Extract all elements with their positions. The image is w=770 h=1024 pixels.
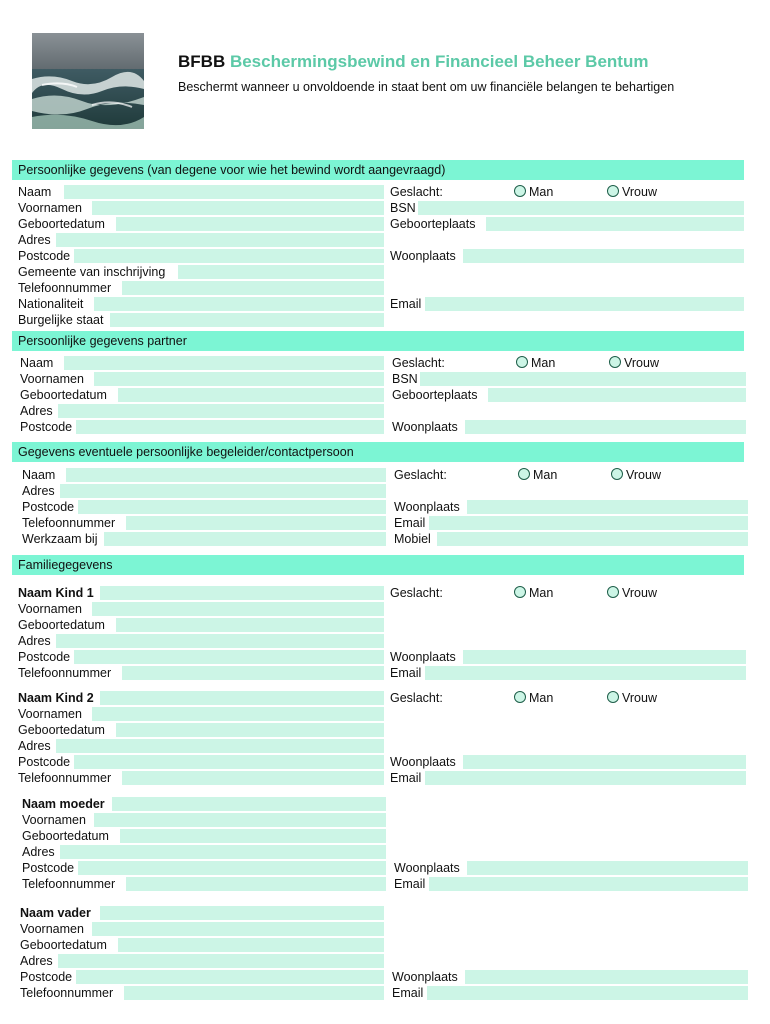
field-moeder-email[interactable]	[429, 877, 748, 891]
section-heading-personal: Persoonlijke gegevens (van degene voor wie het bewind wordt aangevraagd)	[12, 160, 744, 180]
field-geboortedatum[interactable]	[116, 217, 384, 231]
label-telefoon: Telefoonnummer	[18, 771, 112, 785]
radio-vrouw[interactable]	[607, 586, 657, 601]
label-geboorteplaats: Geboorteplaats	[390, 217, 476, 231]
field-moeder-adres[interactable]	[60, 845, 386, 859]
radio-man[interactable]	[516, 356, 555, 371]
label-postcode: Postcode	[22, 861, 75, 875]
field-kind2-email[interactable]	[425, 771, 746, 785]
field-contact-adres[interactable]	[60, 484, 386, 498]
radio-label: Man	[529, 185, 554, 199]
field-partner-voornamen[interactable]	[94, 372, 384, 386]
label-naam: Naam	[22, 468, 56, 482]
field-kind1-geboortedatum[interactable]	[116, 618, 384, 632]
label-email: Email	[394, 516, 426, 530]
radio-label: Vrouw	[626, 468, 661, 482]
field-contact-mobiel[interactable]	[437, 532, 748, 546]
field-kind1-telefoon[interactable]	[122, 666, 384, 680]
radio-circle-icon	[607, 586, 619, 598]
radio-circle-icon	[611, 468, 623, 480]
label-woonplaats: Woonplaats	[392, 420, 458, 434]
label-naam: Naam	[20, 356, 54, 370]
radio-label: Vrouw	[622, 185, 657, 199]
radio-vrouw[interactable]	[611, 468, 661, 483]
radio-man[interactable]	[514, 586, 553, 601]
label-geslacht: Geslacht:	[394, 468, 447, 482]
label-email: Email	[390, 297, 422, 311]
field-moeder-geboortedatum[interactable]	[120, 829, 386, 843]
field-burgelijke-staat[interactable]	[110, 313, 384, 327]
radio-label: Man	[531, 356, 556, 370]
radio-label: Man	[533, 468, 558, 482]
label-geboortedatum: Geboortedatum	[18, 723, 105, 737]
label-adres: Adres	[18, 634, 51, 648]
label-adres: Adres	[22, 845, 55, 859]
label-postcode: Postcode	[20, 420, 73, 434]
radio-circle-icon	[607, 185, 619, 197]
field-moeder-naam[interactable]	[112, 797, 386, 811]
brand-name: BFBB	[178, 52, 226, 71]
label-werkzaam-bij: Werkzaam bij	[22, 532, 98, 546]
field-contact-naam[interactable]	[66, 468, 386, 482]
label-adres: Adres	[20, 954, 53, 968]
label-gemeente: Gemeente van inschrijving	[18, 265, 166, 279]
section-heading-contactpersoon: Gegevens eventuele persoonlijke begeleider/contactpersoon	[12, 442, 744, 462]
label-email: Email	[390, 771, 422, 785]
label-postcode: Postcode	[18, 650, 71, 664]
field-partner-postcode[interactable]	[76, 420, 384, 434]
radio-circle-icon	[514, 586, 526, 598]
field-naam[interactable]	[64, 185, 384, 199]
field-partner-bsn[interactable]	[420, 372, 746, 386]
field-vader-woonplaats[interactable]	[465, 970, 748, 984]
label-naam-kind-2: Naam Kind 2	[18, 691, 94, 705]
radio-man[interactable]	[518, 468, 557, 483]
field-kind1-voornamen[interactable]	[92, 602, 384, 616]
label-geboortedatum: Geboortedatum	[18, 618, 105, 632]
radio-vrouw[interactable]	[607, 185, 657, 200]
label-email: Email	[394, 877, 426, 891]
radio-label: Vrouw	[624, 356, 659, 370]
label-bsn: BSN	[390, 201, 416, 215]
label-woonplaats: Woonplaats	[390, 249, 456, 263]
field-kind2-postcode[interactable]	[74, 755, 384, 769]
label-telefoon: Telefoonnummer	[22, 516, 116, 530]
label-adres: Adres	[22, 484, 55, 498]
label-adres: Adres	[18, 739, 51, 753]
field-kind2-telefoon[interactable]	[122, 771, 384, 785]
radio-circle-icon	[514, 691, 526, 703]
field-vader-telefoon[interactable]	[124, 986, 384, 1000]
radio-man[interactable]	[514, 185, 553, 200]
label-voornamen: Voornamen	[18, 201, 82, 215]
label-telefoon: Telefoonnummer	[18, 666, 112, 680]
label-naam-vader: Naam vader	[20, 906, 91, 920]
field-contact-telefoon[interactable]	[126, 516, 386, 530]
label-naam-moeder: Naam moeder	[22, 797, 105, 811]
label-telefoon: Telefoonnummer	[20, 986, 114, 1000]
label-geslacht: Geslacht:	[392, 356, 445, 370]
label-geboortedatum: Geboortedatum	[22, 829, 109, 843]
label-woonplaats: Woonplaats	[392, 970, 458, 984]
field-contact-email[interactable]	[429, 516, 748, 530]
label-woonplaats: Woonplaats	[394, 861, 460, 875]
label-geboortedatum: Geboortedatum	[20, 388, 107, 402]
label-geslacht: Geslacht:	[390, 586, 443, 600]
section-heading-partner: Persoonlijke gegevens partner	[12, 331, 744, 351]
radio-man[interactable]	[514, 691, 553, 706]
radio-vrouw[interactable]	[607, 691, 657, 706]
field-contact-werkzaam-bij[interactable]	[104, 532, 386, 546]
field-contact-postcode[interactable]	[78, 500, 386, 514]
label-geslacht: Geslacht:	[390, 691, 443, 705]
field-geboorteplaats[interactable]	[486, 217, 744, 231]
radio-circle-icon	[607, 691, 619, 703]
radio-label: Vrouw	[622, 691, 657, 705]
label-voornamen: Voornamen	[20, 922, 84, 936]
field-vader-email[interactable]	[427, 986, 748, 1000]
page-subtitle: Beschermt wanneer u onvoldoende in staat bent om uw financiële belangen te behartigen	[178, 80, 675, 94]
label-geboortedatum: Geboortedatum	[20, 938, 107, 952]
field-vader-voornamen[interactable]	[92, 922, 384, 936]
label-postcode: Postcode	[18, 755, 71, 769]
label-voornamen: Voornamen	[20, 372, 84, 386]
field-email[interactable]	[425, 297, 744, 311]
radio-circle-icon	[609, 356, 621, 368]
field-partner-geboortedatum[interactable]	[118, 388, 384, 402]
field-partner-naam[interactable]	[64, 356, 384, 370]
field-nationaliteit[interactable]	[94, 297, 384, 311]
field-moeder-woonplaats[interactable]	[467, 861, 748, 875]
label-telefoon: Telefoonnummer	[18, 281, 112, 295]
label-postcode: Postcode	[18, 249, 71, 263]
field-partner-geboorteplaats[interactable]	[488, 388, 746, 402]
field-gemeente[interactable]	[178, 265, 384, 279]
label-telefoon: Telefoonnummer	[22, 877, 116, 891]
label-voornamen: Voornamen	[18, 707, 82, 721]
logo-ocean-image	[32, 33, 144, 129]
field-kind1-woonplaats[interactable]	[463, 650, 746, 664]
field-moeder-telefoon[interactable]	[126, 877, 386, 891]
label-adres: Adres	[20, 404, 53, 418]
field-kind1-postcode[interactable]	[74, 650, 384, 664]
label-bsn: BSN	[392, 372, 418, 386]
field-woonplaats[interactable]	[463, 249, 744, 263]
radio-label: Vrouw	[622, 586, 657, 600]
section-heading-familie: Familiegegevens	[12, 555, 744, 575]
field-vader-adres[interactable]	[58, 954, 384, 968]
field-voornamen[interactable]	[92, 201, 384, 215]
field-kind2-naam[interactable]	[100, 691, 384, 705]
field-adres[interactable]	[56, 233, 384, 247]
label-postcode: Postcode	[22, 500, 75, 514]
field-kind1-email[interactable]	[425, 666, 746, 680]
field-moeder-postcode[interactable]	[78, 861, 386, 875]
radio-circle-icon	[518, 468, 530, 480]
label-voornamen: Voornamen	[18, 602, 82, 616]
radio-vrouw[interactable]	[609, 356, 659, 371]
field-kind1-adres[interactable]	[56, 634, 384, 648]
label-naam-kind-1: Naam Kind 1	[18, 586, 94, 600]
label-geslacht: Geslacht:	[390, 185, 443, 199]
field-kind2-adres[interactable]	[56, 739, 384, 753]
field-kind2-woonplaats[interactable]	[463, 755, 746, 769]
label-naam: Naam	[18, 185, 52, 199]
field-telefoon[interactable]	[122, 281, 384, 295]
field-kind1-naam[interactable]	[100, 586, 384, 600]
organisation-name: Beschermingsbewind en Financieel Beheer Bentum	[229, 52, 649, 71]
field-kind2-voornamen[interactable]	[92, 707, 384, 721]
label-burgelijke-staat: Burgelijke staat	[18, 313, 104, 327]
radio-label: Man	[529, 586, 554, 600]
label-geboorteplaats: Geboorteplaats	[392, 388, 478, 402]
field-contact-woonplaats[interactable]	[467, 500, 748, 514]
radio-circle-icon	[516, 356, 528, 368]
page-title	[178, 52, 648, 72]
field-bsn[interactable]	[418, 201, 744, 215]
field-vader-naam[interactable]	[100, 906, 384, 920]
label-woonplaats: Woonplaats	[390, 755, 456, 769]
field-vader-geboortedatum[interactable]	[118, 938, 384, 952]
field-partner-woonplaats[interactable]	[465, 420, 746, 434]
label-email: Email	[390, 666, 422, 680]
field-partner-adres[interactable]	[58, 404, 384, 418]
label-nationaliteit: Nationaliteit	[18, 297, 84, 311]
label-email: Email	[392, 986, 424, 1000]
label-postcode: Postcode	[20, 970, 73, 984]
field-postcode[interactable]	[74, 249, 384, 263]
radio-label: Man	[529, 691, 554, 705]
label-woonplaats: Woonplaats	[390, 650, 456, 664]
label-woonplaats: Woonplaats	[394, 500, 460, 514]
label-mobiel: Mobiel	[394, 532, 431, 546]
label-voornamen: Voornamen	[22, 813, 86, 827]
label-geboortedatum: Geboortedatum	[18, 217, 105, 231]
field-moeder-voornamen[interactable]	[94, 813, 386, 827]
field-kind2-geboortedatum[interactable]	[116, 723, 384, 737]
radio-circle-icon	[514, 185, 526, 197]
label-adres: Adres	[18, 233, 51, 247]
field-vader-postcode[interactable]	[76, 970, 384, 984]
